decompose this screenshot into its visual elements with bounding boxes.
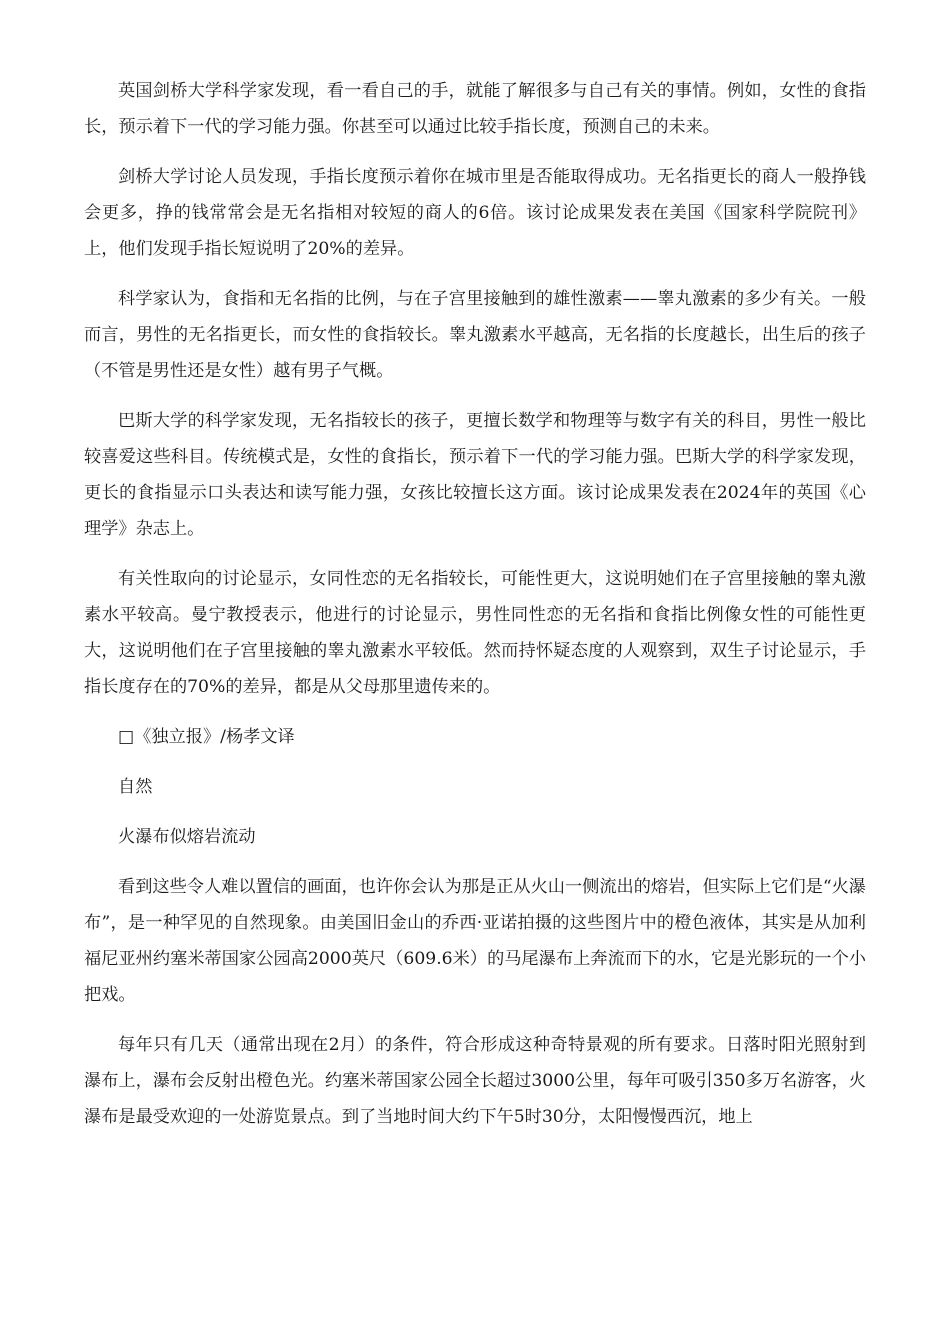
article-paragraph-2: 剑桥大学讨论人员发现，手指长度预示着你在城市里是否能取得成功。无名指更长的商人一般挣钱会更多，挣的钱常常会是无名指相对较短的商人的6倍。该讨论成果发表在美国《国家科学院院刊》上，他们发现手指长短说明了20%的差异。 (84, 167, 866, 259)
article-credit: □《独立报》/杨孝文译 (118, 727, 295, 747)
section-paragraph-2: 每年只有几天（通常出现在2月）的条件，符合形成这种奇特景观的所有要求。日落时阳光照射到瀑布上，瀑布会反射出橙色光。约塞米蒂国家公园全长超过3000公里，每年可吸引350多万名游客，火瀑布是最受欢迎的一处游览景点。到了当地时间大约下午5时30分，太阳慢慢西沉，地上 (84, 1035, 866, 1127)
article-paragraph-4: 巴斯大学的科学家发现，无名指较长的孩子，更擅长数学和物理等与数字有关的科目，男性一般比较喜爱这些科目。传统模式是，女性的食指长，预示着下一代的学习能力强。巴斯大学的科学家发现，更长的食指显示口头表达和读写能力强，女孩比较擅长这方面。该讨论成果发表在2024年的英国《心理学》杂志上。 (84, 411, 866, 539)
section-heading: 火瀑布似熔岩流动 (118, 827, 256, 847)
document-page (84, 73, 866, 1149)
article-paragraph-5: 有关性取向的讨论显示，女同性恋的无名指较长，可能性更大，这说明她们在子宫里接触的睾丸激素水平较高。曼宁教授表示，他进行的讨论显示，男性同性恋的无名指和食指比例像女性的可能性更大，这说明他们在子宫里接触的睾丸激素水平较低。然而持怀疑态度的人观察到，双生子讨论显示，手指长度存在的70%的差异，都是从父母那里遗传来的。 (84, 569, 866, 697)
section-paragraph-1: 看到这些令人难以置信的画面，也许你会认为那是正从火山一侧流出的熔岩，但实际上它们是“火瀑布”，是一种罕见的自然现象。由美国旧金山的乔西·亚诺拍摄的这些图片中的橙色液体，其实是从加利福尼亚州约塞米蒂国家公园高2000英尺（609.6米）的马尾瀑布上奔流而下的水，它是光影玩的一个小把戏。 (84, 877, 866, 1005)
article-paragraph-1: 英国剑桥大学科学家发现，看一看自己的手，就能了解很多与自己有关的事情。例如，女性的食指长，预示着下一代的学习能力强。你甚至可以通过比较手指长度，预测自己的未来。 (84, 81, 866, 137)
section-category: 自然 (118, 777, 153, 797)
article-paragraph-3: 科学家认为，食指和无名指的比例，与在子宫里接触到的雄性激素——睾丸激素的多少有关。一般而言，男性的无名指更长，而女性的食指较长。睾丸激素水平越高，无名指的长度越长，出生后的孩子（不管是男性还是女性）越有男子气概。 (84, 289, 866, 381)
